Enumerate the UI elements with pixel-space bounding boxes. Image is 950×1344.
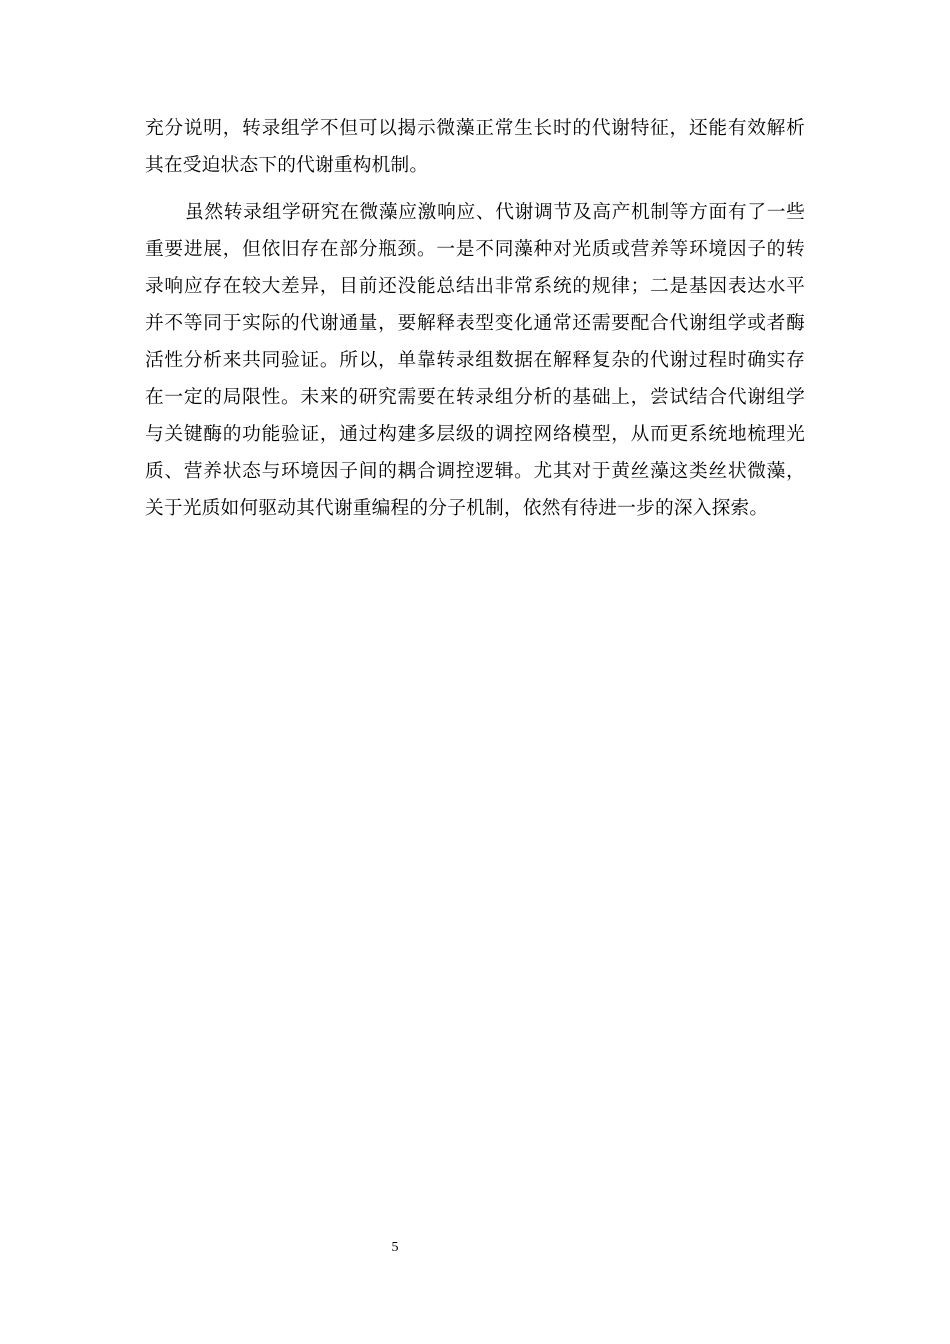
text-line: 质、营养状态与环境因子间的耦合调控逻辑。尤其对于黄丝藻这类丝状微藻， xyxy=(145,461,805,482)
text-line: 其在受迫状态下的代谢重构机制。 xyxy=(145,155,429,176)
text-line: 关于光质如何驱动其代谢重编程的分子机制，依然有待进一步的深入探索。 xyxy=(145,498,769,519)
text-line: 重要进展，但依旧存在部分瓶颈。一是不同藻种对光质或营养等环境因子的转 xyxy=(145,239,805,260)
text-line: 在一定的局限性。未来的研究需要在转录组分析的基础上，尝试结合代谢组学 xyxy=(145,387,805,408)
text-line: 与关键酶的功能验证，通过构建多层级的调控网络模型，从而更系统地梳理光 xyxy=(145,424,805,445)
body-text xyxy=(145,110,805,527)
page-number: 5 xyxy=(391,1240,399,1255)
text-line: 虽然转录组学研究在微藻应激响应、代谢调节及高产机制等方面有了一些 xyxy=(185,202,805,223)
text-line: 录响应存在较大差异，目前还没能总结出非常系统的规律；二是基因表达水平 xyxy=(145,276,805,297)
text-line: 活性分析来共同验证。所以，单靠转录组数据在解释复杂的代谢过程时确实存 xyxy=(145,350,805,371)
text-line: 充分说明，转录组学不但可以揭示微藻正常生长时的代谢特征，还能有效解析 xyxy=(145,118,805,139)
paragraph-gap xyxy=(145,184,805,194)
paragraph-1 xyxy=(145,110,805,184)
paragraph-2 xyxy=(145,194,805,527)
text-line: 并不等同于实际的代谢通量，要解释表型变化通常还需要配合代谢组学或者酶 xyxy=(145,313,805,334)
